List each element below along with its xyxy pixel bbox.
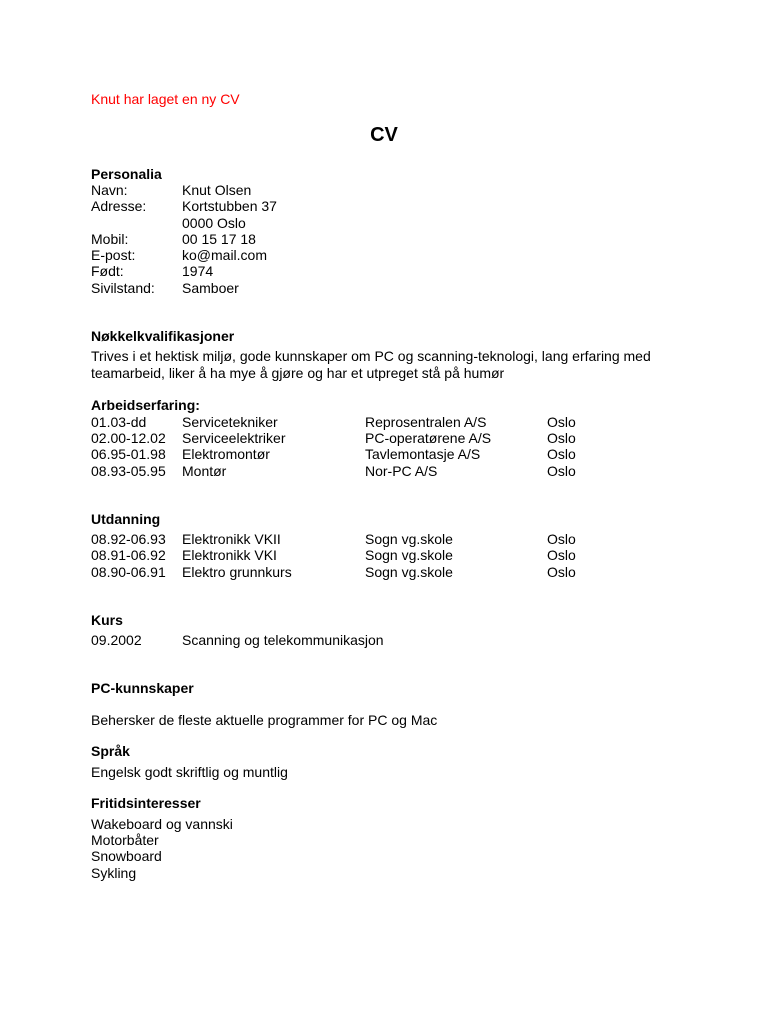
page-title: CV	[370, 124, 398, 146]
experience-period: 08.93-05.95	[91, 463, 166, 479]
hobby-item: Sykling	[91, 865, 137, 881]
experience-place: Oslo	[547, 430, 576, 446]
personalia-value: Samboer	[182, 280, 239, 296]
course-date: 09.2002	[91, 632, 142, 648]
personalia-label: Mobil:	[91, 231, 129, 247]
experience-employer: Nor-PC A/S	[365, 463, 438, 479]
experience-place: Oslo	[547, 414, 576, 430]
personalia-label: E-post:	[91, 247, 136, 263]
experience-place: Oslo	[547, 463, 576, 479]
section-heading-experience: Arbeidserfaring:	[91, 397, 200, 413]
personalia-label: Født:	[91, 263, 124, 279]
education-place: Oslo	[547, 564, 576, 580]
personalia-value: Kortstubben 37	[182, 198, 277, 214]
experience-title: Elektromontør	[182, 446, 270, 462]
education-title: Elektronikk VKI	[182, 547, 277, 563]
section-heading-languages: Språk	[91, 743, 130, 759]
personalia-label: Adresse:	[91, 198, 147, 214]
qualifications-text-line: Trives i et hektisk miljø, gode kunnskaper om PC og scanning-teknologi, lang erfaring med	[91, 348, 651, 364]
section-heading-qualifications: Nøkkelkvalifikasjoner	[91, 328, 235, 344]
experience-employer: Tavlemontasje A/S	[365, 446, 481, 462]
experience-employer: Reprosentralen A/S	[365, 414, 487, 430]
personalia-value: 00 15 17 18	[182, 231, 256, 247]
hobby-item: Wakeboard og vannski	[91, 816, 233, 832]
education-place: Oslo	[547, 547, 576, 563]
section-heading-education: Utdanning	[91, 511, 161, 527]
course-name: Scanning og telekommunikasjon	[182, 632, 384, 648]
personalia-value: ko@mail.com	[182, 247, 268, 263]
education-school: Sogn vg.skole	[365, 547, 453, 563]
experience-period: 02.00-12.02	[91, 430, 166, 446]
hobby-item: Motorbåter	[91, 832, 159, 848]
section-heading-courses: Kurs	[91, 612, 123, 628]
education-school: Sogn vg.skole	[365, 564, 453, 580]
languages-text: Engelsk godt skriftlig og muntlig	[91, 764, 288, 780]
education-period: 08.91-06.92	[91, 547, 166, 563]
experience-period: 06.95-01.98	[91, 446, 166, 462]
qualifications-text-line: teamarbeid, liker å ha mye å gjøre og har et utpreget stå på humør	[91, 365, 505, 381]
section-heading-hobbies: Fritidsinteresser	[91, 795, 201, 811]
personalia-value: 0000 Oslo	[182, 215, 246, 231]
experience-title: Serviceelektriker	[182, 430, 286, 446]
experience-place: Oslo	[547, 446, 576, 462]
experience-employer: PC-operatørene A/S	[365, 430, 492, 446]
personalia-value: Knut Olsen	[182, 182, 252, 198]
education-period: 08.90-06.91	[91, 564, 166, 580]
education-school: Sogn vg.skole	[365, 531, 453, 547]
education-place: Oslo	[547, 531, 576, 547]
experience-title: Servicetekniker	[182, 414, 278, 430]
red-note: Knut har laget en ny CV	[91, 91, 240, 107]
section-heading-pc-skills: PC-kunnskaper	[91, 680, 194, 696]
personalia-value: 1974	[182, 263, 214, 279]
education-title: Elektro grunnkurs	[182, 564, 292, 580]
personalia-label: Sivilstand:	[91, 280, 155, 296]
experience-title: Montør	[182, 463, 227, 479]
hobby-item: Snowboard	[91, 848, 162, 864]
experience-period: 01.03-dd	[91, 414, 147, 430]
pc-skills-text: Behersker de fleste aktuelle programmer for PC og Mac	[91, 712, 438, 728]
personalia-label: Navn:	[91, 182, 128, 198]
education-period: 08.92-06.93	[91, 531, 166, 547]
section-heading-personalia: Personalia	[91, 166, 162, 182]
education-title: Elektronikk VKII	[182, 531, 281, 547]
